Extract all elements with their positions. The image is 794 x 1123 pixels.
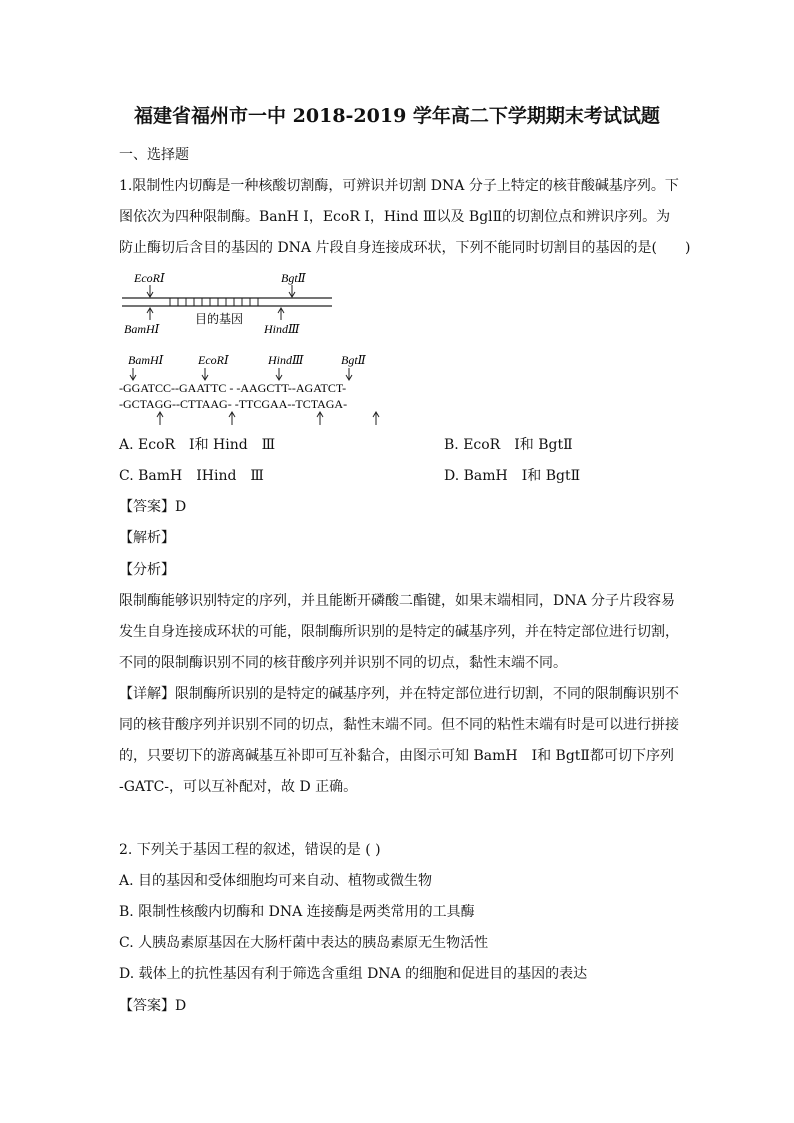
analysis-heading: 【解析】 bbox=[119, 530, 175, 546]
page-title: 福建省福州市一中 2018-2019 学年高二下学期期末考试试题 bbox=[134, 105, 660, 127]
question-2-stem: 2. 下列关于基因工程的叙述，错误的是 ( ) bbox=[119, 842, 381, 858]
q2-option-b: B. 限制性核酸内切酶和 DNA 连接酶是两类常用的工具酶 bbox=[119, 904, 475, 920]
enzyme-label-hind: HindⅢ bbox=[268, 353, 304, 367]
detail-line-1: 【详解】限制酶所识别的是特定的碱基序列，并在特定部位进行切割，不同的限制酶识别不 bbox=[119, 686, 679, 702]
q2-option-d: D. 载体上的抗性基因有利于筛选含重组 DNA 的细胞和促进目的基因的表达 bbox=[119, 966, 588, 982]
hind-bottom-label: HindⅢ bbox=[264, 322, 300, 336]
question-1-line-3: 防止酶切后含目的基因的 DNA 片段自身连接成环状，下列不能同时切割目的基因的是( ) bbox=[119, 240, 691, 256]
detail-line-2: 同的核苷酸序列并识别不同的切点，黏性末端不同。但不同的粘性末端有时是可以进行拼接 bbox=[119, 717, 679, 733]
fenxi-heading: 【分析】 bbox=[119, 562, 175, 578]
bgt-top-label: BgtⅡ bbox=[281, 271, 306, 285]
option-b: B. EcoR Ⅰ和 BgtⅡ bbox=[444, 437, 573, 453]
q2-option-a: A. 目的基因和受体细胞均可来自动、植物或微生物 bbox=[119, 873, 433, 889]
cut-arrows-bottom bbox=[157, 412, 379, 425]
option-c: C. BamH ⅠHind Ⅲ bbox=[119, 468, 264, 484]
question-1-line-1: 1.限制性内切酶是一种核酸切割酶，可辨识并切割 DNA 分子上特定的核苷酸碱基序列。下 bbox=[119, 178, 679, 194]
gene-region-ticks bbox=[170, 298, 258, 306]
bottom-strand-sequence: -GCTAGG--CTTAAG- -TTCGAA--TCTAGA- bbox=[119, 397, 348, 411]
cut-arrows-top bbox=[130, 368, 352, 380]
section-heading: 一、选择题 bbox=[119, 147, 189, 163]
enzyme-label-bgt: BgtⅡ bbox=[341, 353, 366, 367]
q2-option-c: C. 人胰岛素原基因在大肠杆菌中表达的胰岛素原无生物活性 bbox=[119, 935, 489, 951]
question-1-line-2: 图依次为四种限制酶。BanH Ⅰ，EcoR Ⅰ，Hind Ⅲ以及 BglⅡ的切割位点和辨识序列。为 bbox=[119, 209, 671, 225]
gene-cut-site-diagram bbox=[0, 0, 794, 440]
option-d: D. BamH Ⅰ和 BgtⅡ bbox=[444, 468, 581, 484]
bamhi-bottom-label: BamHⅠ bbox=[124, 322, 160, 336]
fenxi-line-3: 不同的限制酶识别不同的核苷酸序列并识别不同的切点，黏性末端不同。 bbox=[119, 655, 567, 671]
ecori-top-label: EcoRⅠ bbox=[134, 271, 165, 285]
enzyme-label-bamhi: BamHⅠ bbox=[128, 353, 164, 367]
answer-1: 【答案】D bbox=[119, 499, 187, 515]
detail-line-3: 的，只要切下的游离碱基互补即可互补黏合，由图示可知 BamH Ⅰ和 BgtⅡ都可切下序列 bbox=[119, 748, 674, 764]
enzyme-label-ecori: EcoRⅠ bbox=[198, 353, 229, 367]
fenxi-line-1: 限制酶能够识别特定的序列，并且能断开磷酸二酯键，如果末端相同，DNA 分子片段容易 bbox=[119, 593, 676, 609]
top-strand-sequence: -GGATCC--GAATTC - -AAGCTT--AGATCT- bbox=[119, 381, 347, 395]
gene-label: 目的基因 bbox=[195, 312, 244, 326]
answer-2: 【答案】D bbox=[119, 998, 187, 1014]
fenxi-line-2: 发生自身连接成环状的可能，限制酶所识别的是特定的碱基序列，并在特定部位进行切割， bbox=[119, 624, 679, 640]
option-a: A. EcoR Ⅰ和 Hind Ⅲ bbox=[119, 437, 276, 453]
detail-line-4: -GATC-，可以互补配对，故 D 正确。 bbox=[119, 779, 358, 795]
